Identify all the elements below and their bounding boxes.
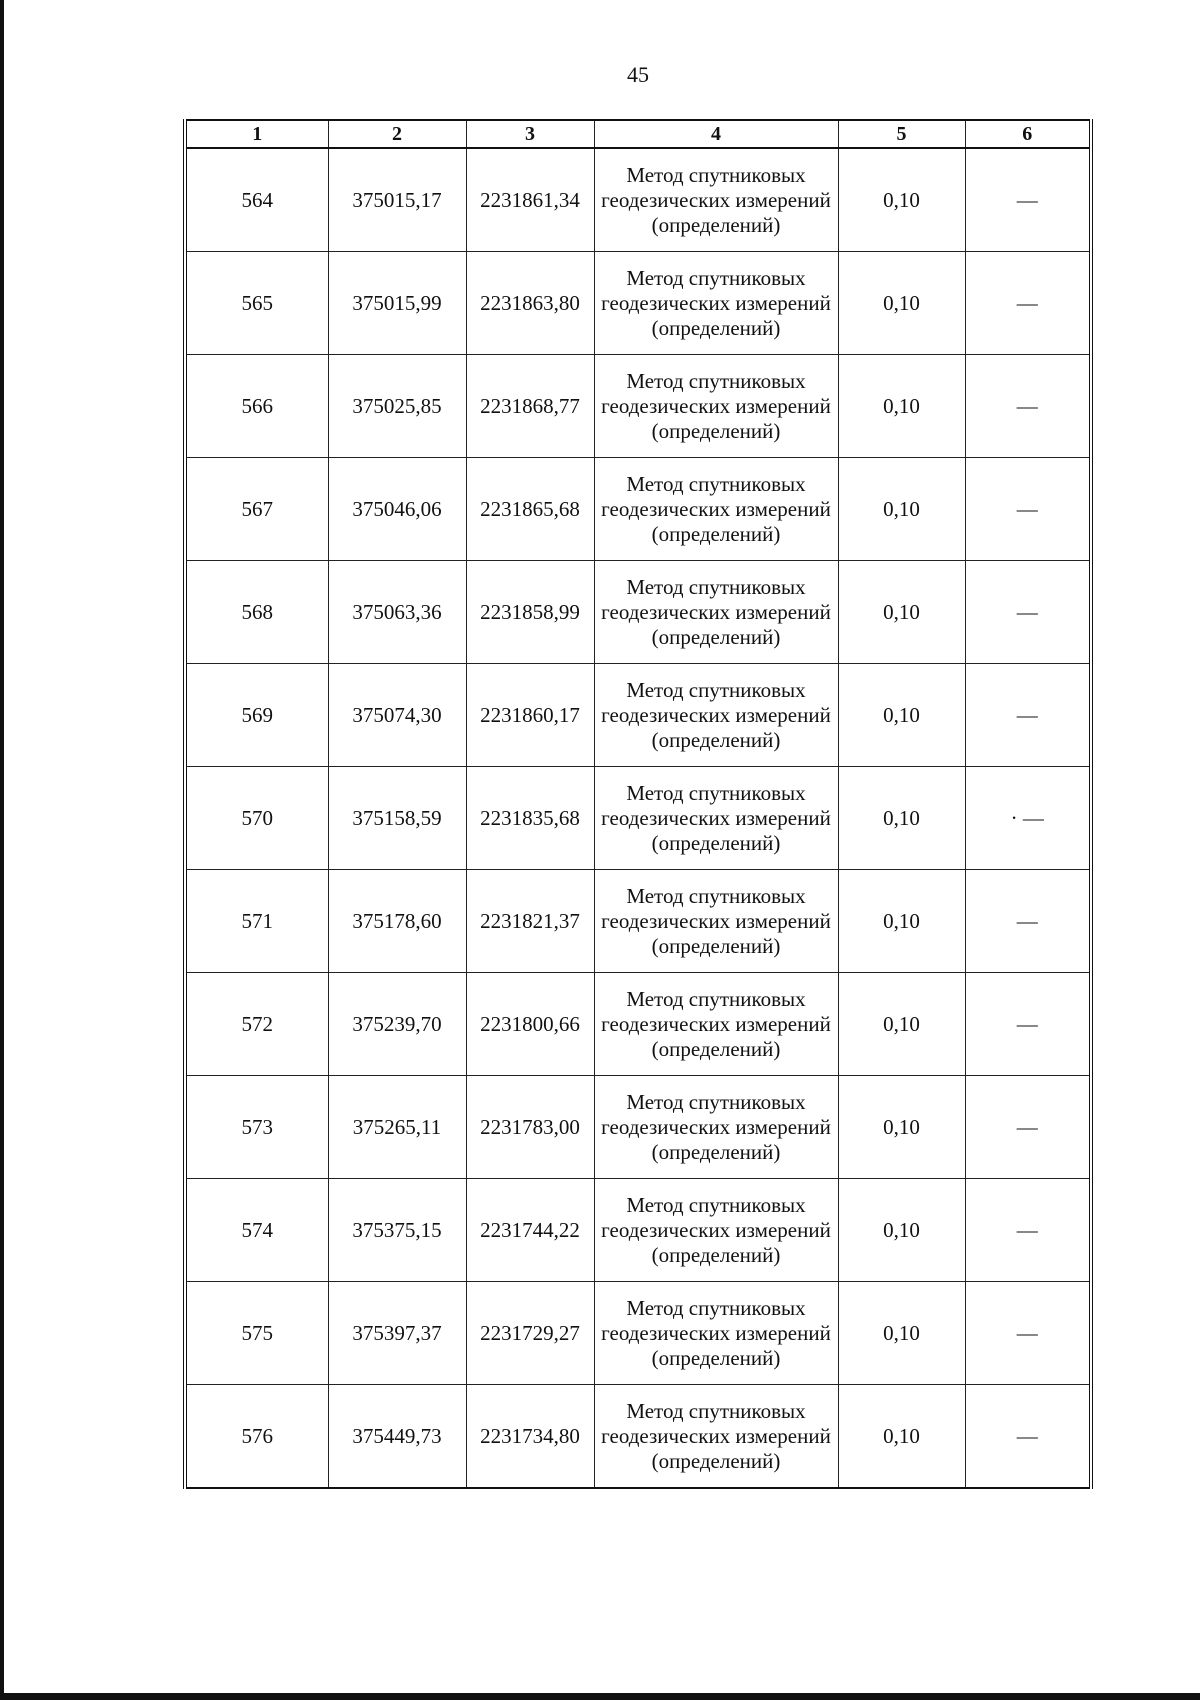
header-row	[185, 120, 1091, 148]
x-coordinate-cell: 375015,99	[328, 252, 466, 355]
table-row	[185, 148, 1091, 252]
table-row	[185, 355, 1091, 458]
note-cell: —	[965, 1076, 1091, 1179]
column-header: 4	[594, 120, 838, 148]
method-cell: Метод спутниковых геодезических измерений (определений)	[594, 870, 838, 973]
method-cell: Метод спутниковых геодезических измерений (определений)	[594, 1385, 838, 1489]
column-header: 1	[185, 120, 328, 148]
point-number-cell: 565	[185, 252, 328, 355]
note-cell: —	[965, 148, 1091, 252]
y-coordinate-cell: 2231821,37	[466, 870, 594, 973]
accuracy-cell: 0,10	[838, 1076, 965, 1179]
table-row	[185, 1076, 1091, 1179]
table-row	[185, 1282, 1091, 1385]
accuracy-cell: 0,10	[838, 458, 965, 561]
scan-edge-left	[0, 0, 4, 1700]
accuracy-cell: 0,10	[838, 252, 965, 355]
table-row	[185, 458, 1091, 561]
accuracy-cell: 0,10	[838, 1282, 965, 1385]
table-header	[185, 120, 1091, 148]
method-cell: Метод спутниковых геодезических измерений (определений)	[594, 458, 838, 561]
x-coordinate-cell: 375074,30	[328, 664, 466, 767]
y-coordinate-cell: 2231835,68	[466, 767, 594, 870]
accuracy-cell: 0,10	[838, 664, 965, 767]
x-coordinate-cell: 375375,15	[328, 1179, 466, 1282]
y-coordinate-cell: 2231861,34	[466, 148, 594, 252]
method-cell: Метод спутниковых геодезических измерений (определений)	[594, 1076, 838, 1179]
y-coordinate-cell: 2231800,66	[466, 973, 594, 1076]
note-cell: —	[965, 252, 1091, 355]
note-cell: · —	[965, 767, 1091, 870]
note-cell: —	[965, 664, 1091, 767]
column-header: 6	[965, 120, 1091, 148]
x-coordinate-cell: 375158,59	[328, 767, 466, 870]
column-header: 3	[466, 120, 594, 148]
x-coordinate-cell: 375025,85	[328, 355, 466, 458]
point-number-cell: 571	[185, 870, 328, 973]
page-number: 45	[627, 62, 649, 87]
x-coordinate-cell: 375015,17	[328, 148, 466, 252]
note-cell: —	[965, 1385, 1091, 1489]
table-row	[185, 767, 1091, 870]
accuracy-cell: 0,10	[838, 355, 965, 458]
note-cell: —	[965, 1179, 1091, 1282]
x-coordinate-cell: 375449,73	[328, 1385, 466, 1489]
point-number-cell: 576	[185, 1385, 328, 1489]
note-cell: —	[965, 355, 1091, 458]
point-number-cell: 575	[185, 1282, 328, 1385]
note-cell: —	[965, 1282, 1091, 1385]
method-cell: Метод спутниковых геодезических измерений (определений)	[594, 1282, 838, 1385]
scan-edge-bottom	[0, 1693, 1200, 1700]
y-coordinate-cell: 2231744,22	[466, 1179, 594, 1282]
method-cell: Метод спутниковых геодезических измерений (определений)	[594, 767, 838, 870]
coordinates-table	[183, 119, 1093, 1489]
method-cell: Метод спутниковых геодезических измерений (определений)	[594, 973, 838, 1076]
y-coordinate-cell: 2231865,68	[466, 458, 594, 561]
accuracy-cell: 0,10	[838, 767, 965, 870]
note-cell: —	[965, 458, 1091, 561]
method-cell: Метод спутниковых геодезических измерений (определений)	[594, 148, 838, 252]
table-body	[185, 148, 1091, 1488]
y-coordinate-cell: 2231734,80	[466, 1385, 594, 1489]
table-row	[185, 664, 1091, 767]
method-cell: Метод спутниковых геодезических измерений (определений)	[594, 355, 838, 458]
note-cell: —	[965, 973, 1091, 1076]
table-row	[185, 1385, 1091, 1489]
accuracy-cell: 0,10	[838, 148, 965, 252]
column-header: 2	[328, 120, 466, 148]
point-number-cell: 570	[185, 767, 328, 870]
point-number-cell: 567	[185, 458, 328, 561]
x-coordinate-cell: 375178,60	[328, 870, 466, 973]
method-cell: Метод спутниковых геодезических измерений (определений)	[594, 252, 838, 355]
point-number-cell: 566	[185, 355, 328, 458]
accuracy-cell: 0,10	[838, 973, 965, 1076]
accuracy-cell: 0,10	[838, 1179, 965, 1282]
method-cell: Метод спутниковых геодезических измерений (определений)	[594, 664, 838, 767]
table-row	[185, 561, 1091, 664]
point-number-cell: 572	[185, 973, 328, 1076]
y-coordinate-cell: 2231868,77	[466, 355, 594, 458]
table-row	[185, 252, 1091, 355]
table-row	[185, 870, 1091, 973]
method-cell: Метод спутниковых геодезических измерений (определений)	[594, 1179, 838, 1282]
point-number-cell: 573	[185, 1076, 328, 1179]
note-cell: —	[965, 870, 1091, 973]
x-coordinate-cell: 375063,36	[328, 561, 466, 664]
x-coordinate-cell: 375046,06	[328, 458, 466, 561]
point-number-cell: 569	[185, 664, 328, 767]
table-row	[185, 973, 1091, 1076]
method-cell: Метод спутниковых геодезических измерений (определений)	[594, 561, 838, 664]
x-coordinate-cell: 375239,70	[328, 973, 466, 1076]
y-coordinate-cell: 2231860,17	[466, 664, 594, 767]
x-coordinate-cell: 375265,11	[328, 1076, 466, 1179]
y-coordinate-cell: 2231729,27	[466, 1282, 594, 1385]
point-number-cell: 568	[185, 561, 328, 664]
column-header: 5	[838, 120, 965, 148]
point-number-cell: 564	[185, 148, 328, 252]
note-cell: —	[965, 561, 1091, 664]
table-row	[185, 1179, 1091, 1282]
y-coordinate-cell: 2231783,00	[466, 1076, 594, 1179]
point-number-cell: 574	[185, 1179, 328, 1282]
accuracy-cell: 0,10	[838, 561, 965, 664]
y-coordinate-cell: 2231863,80	[466, 252, 594, 355]
y-coordinate-cell: 2231858,99	[466, 561, 594, 664]
accuracy-cell: 0,10	[838, 1385, 965, 1489]
accuracy-cell: 0,10	[838, 870, 965, 973]
x-coordinate-cell: 375397,37	[328, 1282, 466, 1385]
